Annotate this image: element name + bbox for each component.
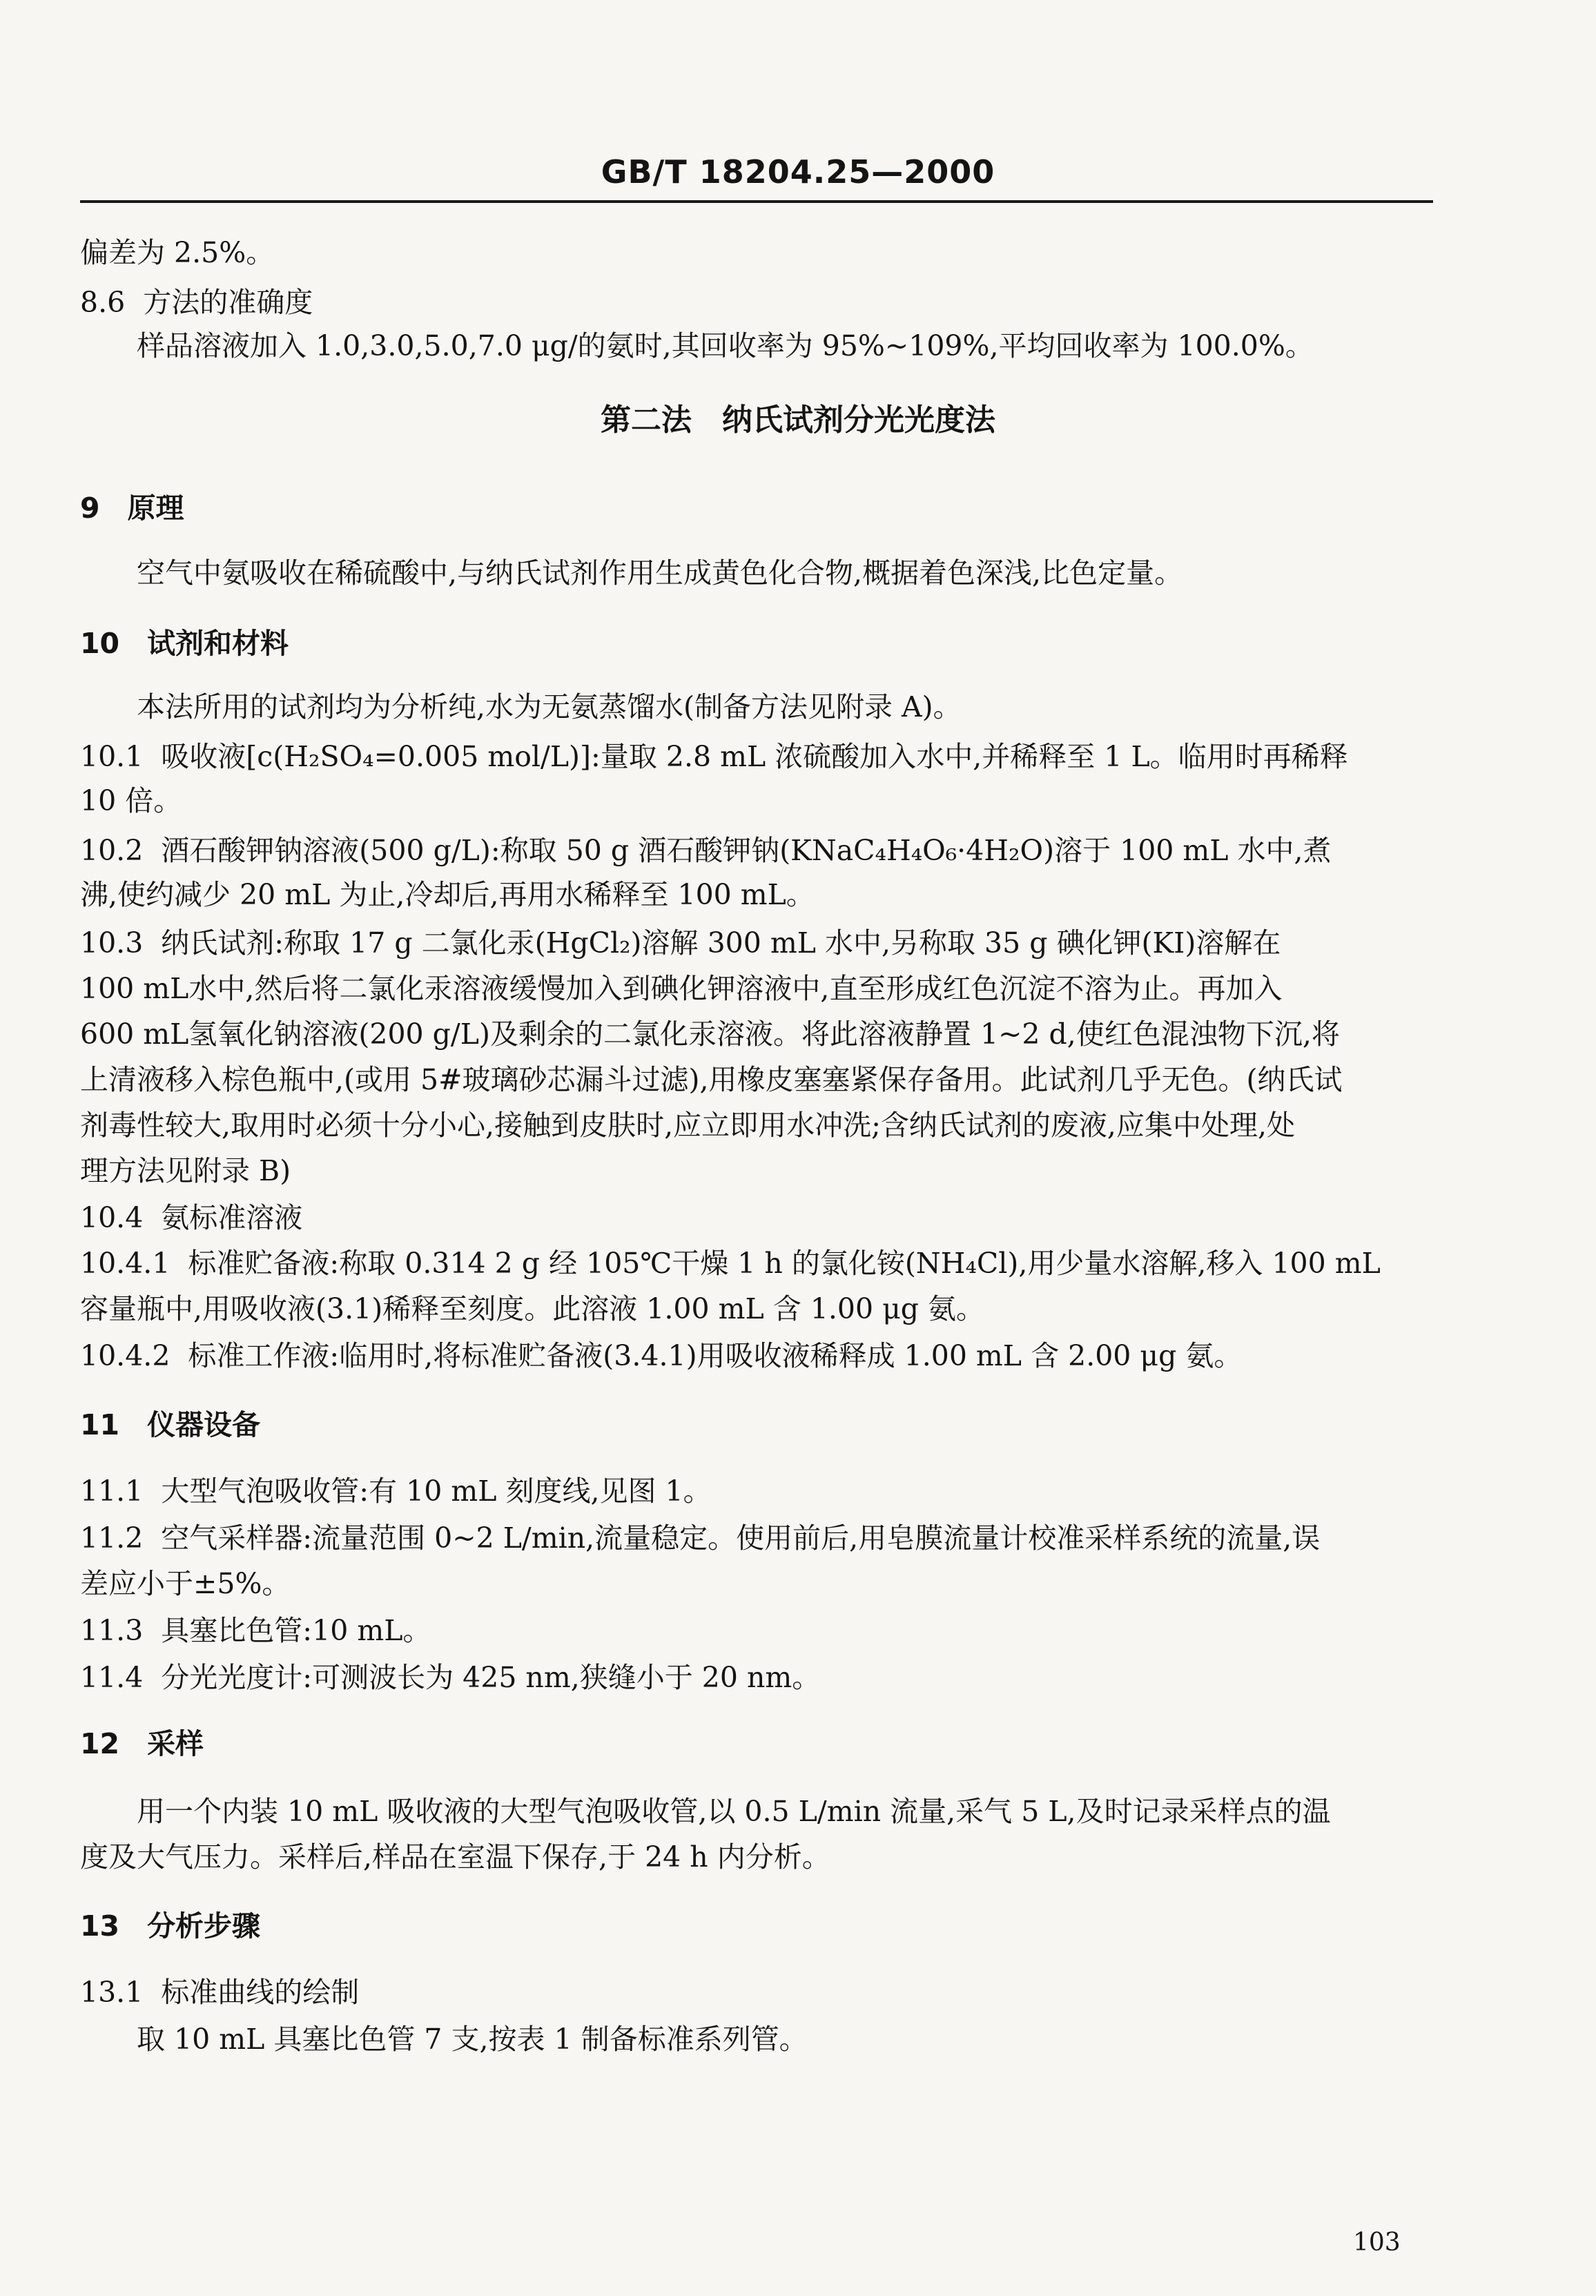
clause-text: 大型气泡吸收管:有 10 mL 刻度线,见图 1。 [161, 1475, 712, 1508]
clause-number: 10.4.1 [80, 1247, 171, 1280]
section-title: 原理 [127, 492, 184, 525]
clause-number: 10.4 [80, 1201, 144, 1234]
clause-10-4-2 [80, 1339, 1242, 1373]
clause-number: 11.1 [80, 1475, 144, 1508]
clause-number: 11.2 [80, 1521, 144, 1555]
text-line: 本法所用的试剂均为分析纯,水为无氨蒸馏水(制备方法见附录 A)。 [137, 690, 962, 723]
section-11-heading [80, 1408, 260, 1442]
clause-number: 8.6 [80, 286, 126, 319]
text-line: 沸,使约减少 20 mL 为止,冷却后,再用水稀释至 100 mL。 [80, 878, 815, 911]
clause-11-4 [80, 1661, 820, 1695]
section-13-heading [80, 1909, 260, 1943]
clause-10-4 [80, 1201, 302, 1235]
text-line: 偏差为 2.5%。 [80, 236, 275, 269]
clause-11-1 [80, 1475, 712, 1508]
text-line: 上清液移入棕色瓶中,(或用 5#玻璃砂芯漏斗过滤),用橡皮塞塞紧保存备用。此试剂几乎无色。(纳氏试 [80, 1063, 1343, 1096]
clause-13-1 [80, 1976, 359, 2010]
clause-text: 方法的准确度 [143, 286, 313, 319]
clause-text: 酒石酸钾钠溶液(500 g/L):称取 50 g 酒石酸钾钠(KNaC₄H₄O₆·4H₂O)溶于 100 mL 水中,煮 [161, 834, 1332, 867]
clause-number: 13.1 [80, 1976, 144, 2009]
section-title: 采样 [147, 1727, 204, 1760]
method-title: 第二法 纳氏试剂分光光度法 [601, 402, 995, 438]
clause-number: 10.3 [80, 926, 144, 960]
standard-header: GB/T 18204.25—2000 [601, 153, 995, 191]
page-number: 103 [1353, 2228, 1401, 2257]
clause-number: 10.4.2 [80, 1339, 171, 1372]
text-line: 取 10 mL 具塞比色管 7 支,按表 1 制备标准系列管。 [137, 2023, 808, 2056]
clause-number: 11.3 [80, 1614, 144, 1647]
clause-number: 11.4 [80, 1661, 144, 1694]
text-line: 10 倍。 [80, 784, 182, 817]
text-line: 理方法见附录 B) [80, 1154, 291, 1187]
text-line: 剂毒性较大,取用时必须十分小心,接触到皮肤时,应立即用水冲洗;含纳氏试剂的废液,应集中处理,处 [80, 1109, 1295, 1142]
clause-number: 10.1 [80, 740, 144, 773]
clause-11-2 [80, 1521, 1320, 1555]
clause-text: 标准贮备液:称取 0.314 2 g 经 105℃干燥 1 h 的氯化铵(NH₄Cl),用少量水溶解,移入 100 mL [188, 1247, 1381, 1280]
section-title: 仪器设备 [147, 1408, 261, 1441]
text-line: 100 mL水中,然后将二氯化汞溶液缓慢加入到碘化钾溶液中,直至形成红色沉淀不溶为止。再加入 [80, 972, 1283, 1005]
clause-10-2 [80, 834, 1332, 868]
clause-text: 分光光度计:可测波长为 425 nm,狭缝小于 20 nm。 [161, 1661, 821, 1694]
header-rule [80, 200, 1433, 203]
section-12-heading [80, 1727, 204, 1761]
clause-number: 10.2 [80, 834, 144, 867]
text-line: 差应小于±5%。 [80, 1567, 291, 1600]
clause-text: 氨标准溶液 [161, 1201, 303, 1234]
clause-text: 吸收液[c(H₂SO₄=0.005 mol/L)]:量取 2.8 mL 浓硫酸加入水中,并稀释至 1 L。临用时再稀释 [161, 740, 1348, 773]
text-line: 样品溶液加入 1.0,3.0,5.0,7.0 μg/的氨时,其回收率为 95%~109%,平均回收率为 100.0%。 [137, 329, 1314, 362]
clause-text: 纳氏试剂:称取 17 g 二氯化汞(HgCl₂)溶解 300 mL 水中,另称取 35 g 碘化钾(KI)溶解在 [161, 926, 1281, 960]
text-line: 容量瓶中,用吸收液(3.1)稀释至刻度。此溶液 1.00 mL 含 1.00 μg 氨。 [80, 1292, 984, 1325]
clause-10-4-1 [80, 1247, 1381, 1281]
clause-10-1 [80, 740, 1348, 774]
text-line: 度及大气压力。采样后,样品在室温下保存,于 24 h 内分析。 [80, 1840, 830, 1874]
section-title: 分析步骤 [147, 1909, 261, 1943]
clause-11-3 [80, 1614, 431, 1648]
section-number: 9 [80, 492, 100, 525]
section-number: 12 [80, 1727, 120, 1760]
clause-10-3 [80, 926, 1281, 960]
text-line: 空气中氨吸收在稀硫酸中,与纳氏试剂作用生成黄色化合物,概据着色深浅,比色定量。 [137, 556, 1183, 590]
section-number: 13 [80, 1909, 120, 1943]
clause-text: 具塞比色管:10 mL。 [161, 1614, 431, 1647]
text-line: 用一个内装 10 mL 吸收液的大型气泡吸收管,以 0.5 L/min 流量,采气 5 L,及时记录采样点的温 [137, 1795, 1331, 1828]
text-line: 600 mL氢氧化钠溶液(200 g/L)及剩余的二氯化汞溶液。将此溶液静置 1~2 d,使红色混浊物下沉,将 [80, 1018, 1340, 1051]
clause-8-6 [80, 286, 313, 320]
section-10-heading [80, 627, 289, 661]
clause-text: 标准工作液:临用时,将标准贮备液(3.4.1)用吸收液稀释成 1.00 mL 含 2.00 μg 氨。 [188, 1339, 1243, 1372]
section-number: 10 [80, 627, 120, 660]
section-number: 11 [80, 1408, 120, 1441]
section-title: 试剂和材料 [147, 627, 289, 660]
section-9-heading [80, 492, 184, 525]
clause-text: 标准曲线的绘制 [161, 1976, 360, 2009]
clause-text: 空气采样器:流量范围 0~2 L/min,流量稳定。使用前后,用皂膜流量计校准采样系统的流量,误 [161, 1521, 1321, 1555]
